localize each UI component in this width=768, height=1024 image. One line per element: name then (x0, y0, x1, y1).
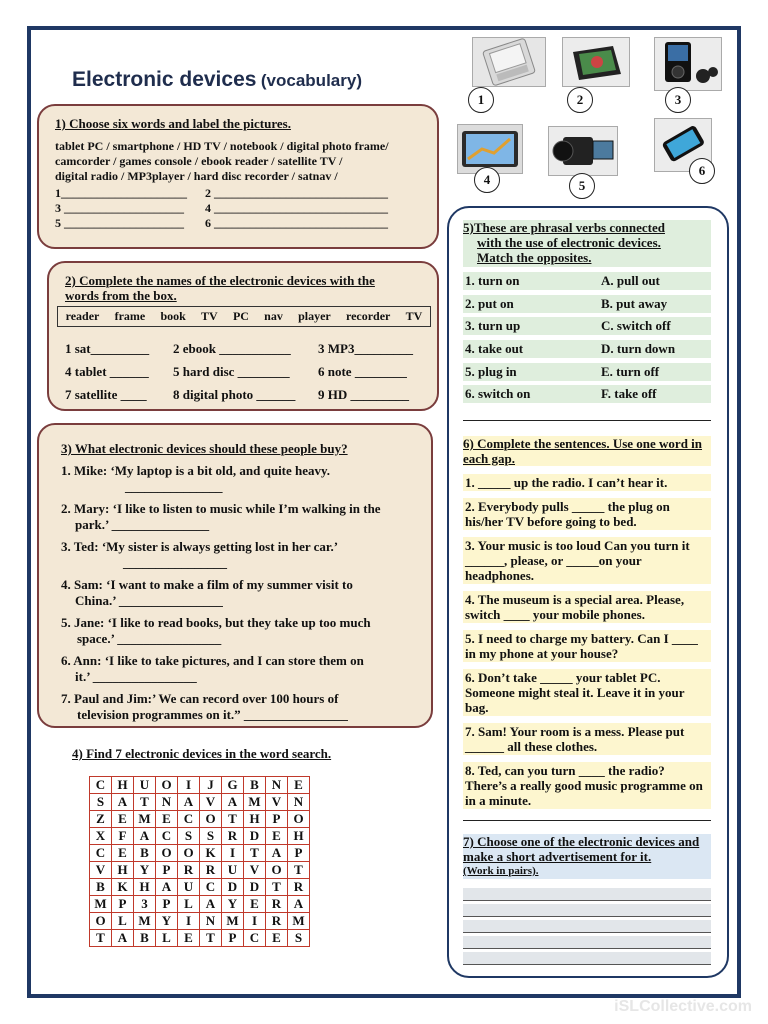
verb-left[interactable]: 3. turn up (465, 318, 521, 334)
grid-cell[interactable]: A (112, 930, 134, 947)
question-text: 5. Jane: ‘I like to read books, but they take up too much (61, 615, 371, 630)
grid-row (90, 862, 310, 879)
grid-cell[interactable]: H (112, 777, 134, 794)
question-text: 3. Ted: ‘My sister is always getting lost in her car.’ (61, 539, 339, 554)
grid-cell[interactable]: P (112, 896, 134, 913)
grid-cell[interactable]: B (134, 845, 156, 862)
answer-blank[interactable]: _______________ (125, 478, 223, 494)
grid-cell[interactable]: N (200, 913, 222, 930)
section-1-box (37, 104, 439, 249)
grid-cell[interactable]: H (288, 828, 310, 845)
grid-cell[interactable]: U (222, 862, 244, 879)
grid-cell[interactable]: T (200, 930, 222, 947)
grid-cell[interactable]: R (266, 913, 288, 930)
fill-item[interactable]: 6 note ________ (318, 364, 407, 379)
picture-2 (562, 37, 630, 87)
divider (463, 820, 711, 821)
section-3-heading: 3) What electronic devices should these people buy? (61, 441, 348, 456)
heading-line: with the use of electronic devices. (477, 235, 661, 250)
grid-cell[interactable]: E (266, 828, 288, 845)
grid-cell[interactable]: X (90, 828, 112, 845)
grid-cell[interactable]: R (288, 879, 310, 896)
grid-row (90, 777, 310, 794)
picture-number: 1 (468, 87, 494, 113)
grid-cell[interactable]: M (222, 913, 244, 930)
answer-blank[interactable]: park.’ _______________ (75, 516, 210, 532)
label-blank[interactable]: 6 _____________________________ (205, 216, 388, 230)
answer-blank[interactable]: it.’ ________________ (75, 668, 197, 684)
grid-row (90, 913, 310, 930)
grid-cell[interactable]: L (112, 913, 134, 930)
ebook-reader-icon (473, 38, 545, 86)
answer-blank[interactable]: ________________ (123, 554, 227, 570)
section-1-word-list (55, 139, 435, 184)
question-item (61, 463, 431, 494)
grid-cell[interactable]: D (244, 828, 266, 845)
grid-cell[interactable]: N (288, 794, 310, 811)
grid-cell[interactable]: E (112, 811, 134, 828)
grid-cell[interactable]: S (200, 828, 222, 845)
box-word: PC (232, 309, 249, 323)
grid-cell[interactable]: B (134, 930, 156, 947)
grid-cell[interactable]: Y (134, 862, 156, 879)
picture-1 (472, 37, 546, 87)
grid-cell[interactable]: M (134, 811, 156, 828)
section-7-heading (463, 834, 711, 879)
grid-cell[interactable]: 3 (134, 896, 156, 913)
pair-row (463, 340, 711, 358)
word-line: digital radio / MP3player / hard disc recorder / satnav / (55, 169, 338, 183)
section-2-items (65, 337, 413, 406)
grid-cell[interactable]: D (244, 879, 266, 896)
heading-line: Match the opposites. (477, 250, 592, 265)
grid-cell[interactable]: T (134, 794, 156, 811)
section-2-heading (65, 273, 375, 303)
fill-item[interactable]: 7 satellite ____ (65, 387, 147, 402)
picture-number: 6 (689, 158, 715, 184)
pair-row (463, 295, 711, 313)
grid-cell[interactable]: A (288, 896, 310, 913)
word-search-grid (89, 776, 310, 947)
answer-blank[interactable]: China.’ ________________ (75, 592, 223, 608)
grid-cell[interactable]: A (200, 896, 222, 913)
grid-cell[interactable]: O (266, 862, 288, 879)
pair-row (463, 385, 711, 403)
grid-cell[interactable]: C (90, 777, 112, 794)
grid-cell[interactable]: O (156, 845, 178, 862)
section-6-heading: 6) Complete the sentences. Use one word in each gap. (463, 436, 711, 466)
label-blank[interactable]: 3 ____________________ (55, 201, 184, 215)
grid-cell[interactable]: B (90, 879, 112, 896)
watermark: iSLCollective.com (614, 998, 752, 1015)
writing-line[interactable] (463, 920, 711, 933)
grid-cell[interactable]: K (112, 879, 134, 896)
grid-cell[interactable]: S (178, 828, 200, 845)
grid-cell[interactable]: J (200, 777, 222, 794)
grid-cell[interactable]: E (178, 930, 200, 947)
sentence-item: 1. _____ up the radio. I can’t hear it. (463, 474, 711, 491)
picture-number: 2 (567, 87, 593, 113)
grid-cell[interactable]: R (222, 828, 244, 845)
grid-cell[interactable]: O (90, 913, 112, 930)
box-word: book (160, 309, 186, 323)
picture-number: 5 (569, 173, 595, 199)
label-blank[interactable]: 4 _____________________________ (205, 201, 388, 215)
grid-row (90, 930, 310, 947)
heading-line: 5)These are phrasal verbs connected (463, 220, 665, 235)
verb-right[interactable]: C. switch off (601, 318, 671, 334)
label-blank[interactable]: 1_____________________ (55, 186, 187, 200)
verb-left[interactable]: 5. plug in (465, 363, 517, 379)
question-text: 7. Paul and Jim:’ We can record over 100 hours of (61, 691, 339, 706)
picture-3 (654, 37, 722, 91)
grid-cell[interactable]: E (156, 811, 178, 828)
section-3-items (61, 463, 431, 722)
sentence-item: 5. I need to charge my battery. Can I ____ in my phone at your house? (463, 630, 711, 662)
grid-row (90, 845, 310, 862)
fill-item[interactable]: 9 HD _________ (318, 387, 409, 402)
fill-item[interactable]: 2 ebook ___________ (173, 341, 291, 356)
verb-left[interactable]: 2. put on (465, 295, 514, 311)
title-main: Electronic devices (72, 68, 257, 91)
verb-left[interactable]: 1. turn on (465, 273, 520, 288)
grid-cell[interactable]: M (244, 794, 266, 811)
grid-row (90, 896, 310, 913)
grid-cell[interactable]: V (200, 794, 222, 811)
sentence-item: 3. Your music is too loud Can you turn it ______, please, or _____on your headphones. (463, 537, 711, 584)
writing-line[interactable] (463, 936, 711, 949)
grid-cell[interactable]: N (156, 794, 178, 811)
grid-cell[interactable]: T (288, 862, 310, 879)
box-word: reader (65, 309, 100, 323)
camcorder-icon (549, 127, 617, 175)
grid-cell[interactable]: H (244, 811, 266, 828)
question-item (61, 539, 431, 570)
sentence-item: 2. Everybody pulls _____ the plug on his/her TV before going to bed. (463, 498, 711, 530)
grid-cell[interactable]: M (134, 913, 156, 930)
grid-cell[interactable]: A (112, 794, 134, 811)
question-text: 1. Mike: ‘My laptop is a bit old, and quite heavy. (61, 463, 331, 478)
fill-item[interactable]: 8 digital photo ______ (173, 387, 296, 402)
grid-cell[interactable]: S (90, 794, 112, 811)
fill-item[interactable]: 1 sat_________ (65, 341, 150, 356)
fill-item[interactable]: 5 hard disc ________ (173, 364, 290, 379)
heading-text: 7) Choose one of the electronic devices and make a short advertisement for it. (463, 834, 700, 864)
grid-cell[interactable]: U (134, 777, 156, 794)
title-sub: (vocabulary) (260, 71, 362, 90)
pair-row (463, 317, 711, 335)
grid-cell[interactable]: G (222, 777, 244, 794)
heading-line: 2) Complete the names of the electronic devices with the (65, 273, 375, 288)
question-item (61, 615, 431, 646)
question-text: 6. Ann: ‘I like to take pictures, and I can store them on (61, 653, 364, 668)
grid-cell[interactable]: V (244, 862, 266, 879)
box-word: frame (114, 309, 146, 323)
grid-cell[interactable]: P (266, 811, 288, 828)
heading-note: (Work in pairs). (463, 865, 539, 877)
grid-cell[interactable]: N (266, 777, 288, 794)
grid-cell[interactable]: M (90, 896, 112, 913)
grid-cell[interactable]: H (112, 862, 134, 879)
box-word: TV (405, 309, 423, 323)
grid-cell[interactable]: T (90, 930, 112, 947)
word-box (57, 306, 431, 327)
divider (463, 420, 711, 421)
sentence-item: 4. The museum is a special area. Please, switch ____ your mobile phones. (463, 591, 711, 623)
writing-line[interactable] (463, 888, 711, 901)
grid-row (90, 879, 310, 896)
box-word: player (298, 309, 331, 323)
verb-right[interactable]: E. turn off (601, 363, 660, 379)
picture-number: 3 (665, 87, 691, 113)
box-word: nav (264, 309, 283, 323)
grid-cell[interactable]: A (178, 794, 200, 811)
grid-cell[interactable]: C (156, 828, 178, 845)
grid-cell[interactable]: C (244, 930, 266, 947)
grid-cell[interactable]: I (244, 913, 266, 930)
box-word: TV (201, 309, 218, 323)
grid-cell[interactable]: C (90, 845, 112, 862)
grid-cell[interactable]: E (112, 845, 134, 862)
question-item (61, 577, 431, 608)
grid-cell[interactable]: I (222, 845, 244, 862)
verb-left[interactable]: 6. switch on (465, 386, 531, 402)
grid-cell[interactable]: B (244, 777, 266, 794)
sentence-item: 8. Ted, can you turn ____ the radio? There’s a really good music programme on in a minute. (463, 762, 711, 809)
section-5-pairs (463, 272, 711, 408)
grid-cell[interactable]: R (178, 862, 200, 879)
grid-cell[interactable]: T (222, 811, 244, 828)
box-word: recorder (345, 309, 391, 323)
grid-cell[interactable]: O (288, 811, 310, 828)
question-text: 2. Mary: ‘I like to listen to music while I’m walking in the (61, 501, 381, 516)
grid-cell[interactable]: E (266, 930, 288, 947)
grid-row (90, 794, 310, 811)
satnav-icon (458, 125, 522, 173)
writing-line[interactable] (463, 952, 711, 965)
sentence-item: 7. Sam! Your room is a mess. Please put ______ all these clothes. (463, 723, 711, 755)
pair-row (463, 272, 711, 290)
grid-cell[interactable]: I (178, 777, 200, 794)
grid-cell[interactable]: U (178, 879, 200, 896)
section-1-blanks-right (205, 186, 388, 231)
section-4-heading: 4) Find 7 electronic devices in the word search. (72, 746, 332, 761)
picture-number: 4 (474, 167, 500, 193)
fill-item[interactable]: 3 MP3_________ (318, 341, 413, 356)
pair-row (463, 363, 711, 381)
worksheet-title (72, 68, 362, 92)
sentence-item: 6. Don’t take _____ your tablet PC. Someone might steal it. Leave it in your bag. (463, 669, 711, 716)
writing-line[interactable] (463, 904, 711, 917)
fill-item[interactable]: 4 tablet ______ (65, 364, 149, 379)
grid-cell[interactable]: V (90, 862, 112, 879)
verb-right[interactable]: F. take off (601, 386, 657, 402)
grid-cell[interactable]: D (222, 879, 244, 896)
label-blank[interactable]: 2 _____________________________ (205, 186, 388, 200)
grid-cell[interactable]: T (266, 879, 288, 896)
section-6-items (463, 474, 711, 816)
verb-left[interactable]: 4. take out (465, 341, 524, 357)
grid-cell[interactable]: O (178, 845, 200, 862)
grid-cell[interactable]: C (178, 811, 200, 828)
word-line: tablet PC / smartphone / HD TV / notebook / digital photo frame/ (55, 139, 389, 153)
verb-right[interactable]: A. pull out (601, 273, 660, 288)
grid-row (90, 811, 310, 828)
section-1-blanks-left (55, 186, 187, 231)
section-5-heading (463, 220, 711, 267)
grid-cell[interactable]: R (200, 862, 222, 879)
grid-cell[interactable]: A (266, 845, 288, 862)
grid-cell[interactable]: E (288, 777, 310, 794)
question-item (61, 501, 431, 532)
grid-cell[interactable]: K (200, 845, 222, 862)
grid-cell[interactable]: O (156, 777, 178, 794)
grid-cell[interactable]: S (288, 930, 310, 947)
answer-blank[interactable]: television programmes on it.” ________________ (77, 706, 348, 722)
grid-cell[interactable]: T (244, 845, 266, 862)
grid-cell[interactable]: E (244, 896, 266, 913)
heading-line: words from the box. (65, 288, 177, 303)
section-3-box (37, 423, 433, 728)
grid-row (90, 828, 310, 845)
grid-cell[interactable]: I (178, 913, 200, 930)
grid-cell[interactable]: L (156, 930, 178, 947)
grid-cell[interactable]: C (200, 879, 222, 896)
question-item (61, 653, 431, 684)
grid-cell[interactable]: P (222, 930, 244, 947)
grid-cell[interactable]: Y (222, 896, 244, 913)
grid-cell[interactable]: A (156, 879, 178, 896)
mp3-player-icon (655, 38, 721, 90)
grid-cell[interactable]: R (266, 896, 288, 913)
picture-5 (548, 126, 618, 176)
grid-cell[interactable]: Z (90, 811, 112, 828)
grid-cell[interactable]: F (112, 828, 134, 845)
grid-cell[interactable]: M (288, 913, 310, 930)
section-2-box (47, 261, 439, 411)
right-panel (447, 206, 729, 978)
label-blank[interactable]: 5 ____________________ (55, 216, 184, 230)
verb-right[interactable]: D. turn down (601, 341, 676, 357)
question-text: 4. Sam: ‘I want to make a film of my summer visit to (61, 577, 353, 592)
grid-cell[interactable]: A (222, 794, 244, 811)
grid-cell[interactable]: Y (156, 913, 178, 930)
section-1-heading: 1) Choose six words and label the pictures. (55, 116, 291, 131)
grid-cell[interactable]: H (134, 879, 156, 896)
verb-right[interactable]: B. put away (601, 295, 668, 311)
word-line: camcorder / games console / ebook reader / satellite TV / (55, 154, 343, 168)
grid-cell[interactable]: P (156, 862, 178, 879)
question-item (61, 691, 431, 722)
digital-photo-frame-icon (563, 38, 629, 86)
grid-cell[interactable]: P (288, 845, 310, 862)
grid-cell[interactable]: P (156, 896, 178, 913)
grid-cell[interactable]: O (200, 811, 222, 828)
grid-cell[interactable]: L (178, 896, 200, 913)
grid-cell[interactable]: A (134, 828, 156, 845)
grid-cell[interactable]: V (266, 794, 288, 811)
answer-blank[interactable]: space.’ ________________ (77, 630, 222, 646)
